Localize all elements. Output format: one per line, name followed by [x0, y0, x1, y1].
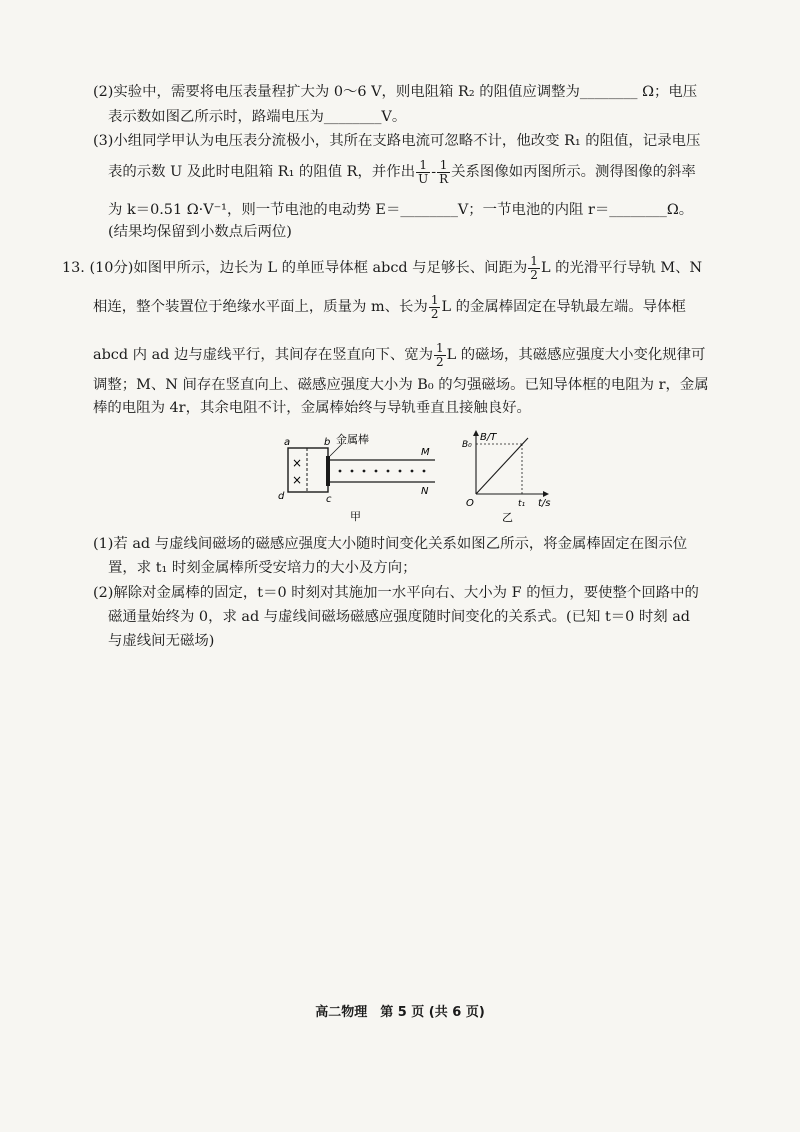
- label-c: c: [326, 494, 332, 505]
- q13-sub1-line2: 置，求 t₁ 时刻金属棒所受安培力的大小及方向；: [108, 560, 417, 576]
- label-b: b: [324, 437, 331, 448]
- page-footer: 高二物理 第 5 页 (共 6 页): [315, 1005, 485, 1020]
- figure-jia: [270, 432, 450, 522]
- q13-sub2-line1: (2)解除对金属棒的固定，t＝0 时刻对其施加一水平向右、大小为 F 的恒力，要使整个回路中的: [93, 585, 699, 601]
- y-axis-label: B/T: [480, 432, 497, 443]
- q13-line4: 调整；M、N 间存在竖直向上、磁感应强度大小为 B₀ 的匀强磁场。已知导体框的电阻为 r，金属: [93, 377, 709, 393]
- part3-line1: (3)小组同学甲认为电压表分流极小，其所在支路电流可忽略不计，他改变 R₁ 的阻值，记录电压: [93, 133, 701, 149]
- q13-sub1-line1: (1)若 ad 与虚线间磁场的磁感应强度大小随时间变化关系如图乙所示，将金属棒固定在图示位: [93, 536, 688, 552]
- label-a: a: [284, 437, 291, 448]
- part3-line3: 为 k＝0.51 Ω·V⁻¹，则一节电池的电动势 E＝________V；一节电池的内阻 r＝________Ω。: [108, 202, 694, 218]
- figure-yi: [458, 430, 568, 524]
- origin-label: O: [466, 498, 474, 509]
- y-tick-b0: B₀: [462, 440, 472, 450]
- metal-rod: [326, 456, 330, 486]
- field-dot-icons: [339, 470, 426, 473]
- field-cross-icon: ×: [292, 456, 303, 470]
- x-axis-arrow-icon: [543, 491, 549, 497]
- fraction-half: $\frac{1}{2}$: [430, 292, 439, 321]
- field-cross-icon: ×: [292, 473, 303, 487]
- part2-line1: (2)实验中，需要将电压表量程扩大为 0～6 V，则电阻箱 R₂ 的阻值应调整为________ Ω；电压: [93, 84, 698, 100]
- part3-line2: [108, 157, 696, 187]
- q13-line1: 13. (10分)如图甲所示，边长为 L 的单匝导体框 abcd 与足够长、间距为 $\frac{1}{2}$ L 的光滑平行导轨 M、N: [62, 253, 703, 282]
- figure-jia-caption: 甲: [350, 510, 361, 522]
- fraction-dash: -: [431, 164, 437, 180]
- label-d: d: [278, 491, 285, 502]
- q13-sub2-line3: 与虚线间无磁场): [108, 633, 215, 649]
- b-vs-t-line: [476, 438, 528, 494]
- label-rod: 金属棒: [336, 433, 369, 446]
- label-N: N: [421, 486, 429, 497]
- fraction-1-over-R: $\frac{1}{R}$: [439, 157, 449, 186]
- label-M: M: [421, 447, 430, 458]
- part2-line2: 表示数如图乙所示时，路端电压为________V。: [108, 109, 407, 125]
- x-axis-label: t/s: [538, 498, 551, 509]
- fraction-1-over-U: $\frac{1}{U}$: [418, 157, 429, 186]
- y-axis-arrow-icon: [473, 430, 479, 436]
- fraction-half: $\frac{1}{2}$: [436, 340, 444, 369]
- part3-line2-pre: 表的示数 U 及此时电阻箱 R₁ 的阻值 R，并作出: [108, 164, 416, 180]
- figure-yi-caption: 乙: [502, 511, 513, 524]
- q13-sub2-line2: 磁通量始终为 0，求 ad 与虚线间磁场磁感应强度随时间变化的关系式。(已知 t＝0 时刻 ad: [108, 609, 691, 625]
- part3-line2-post: 关系图像如丙图所示。测得图像的斜率: [451, 164, 696, 180]
- fraction-half: $\frac{1}{2}$: [530, 253, 538, 282]
- q13-line5: 棒的电阻为 4r，其余电阻不计，金属棒始终与导轨垂直且接触良好。: [93, 400, 531, 416]
- q13-line3: abcd 内 ad 边与虚线平行，其间存在竖直向下、宽为 $\frac{1}{2}$ L 的磁场，其磁感应强度大小变化规律可: [93, 340, 706, 369]
- part3-line4: (结果均保留到小数点后两位): [108, 224, 292, 240]
- x-tick-t1: t₁: [518, 499, 526, 509]
- q13-line2: 相连，整个装置位于绝缘水平面上，质量为 m、长为 $\frac{1}{2}$ L 的金属棒固定在导轨最左端。导体框: [93, 292, 686, 321]
